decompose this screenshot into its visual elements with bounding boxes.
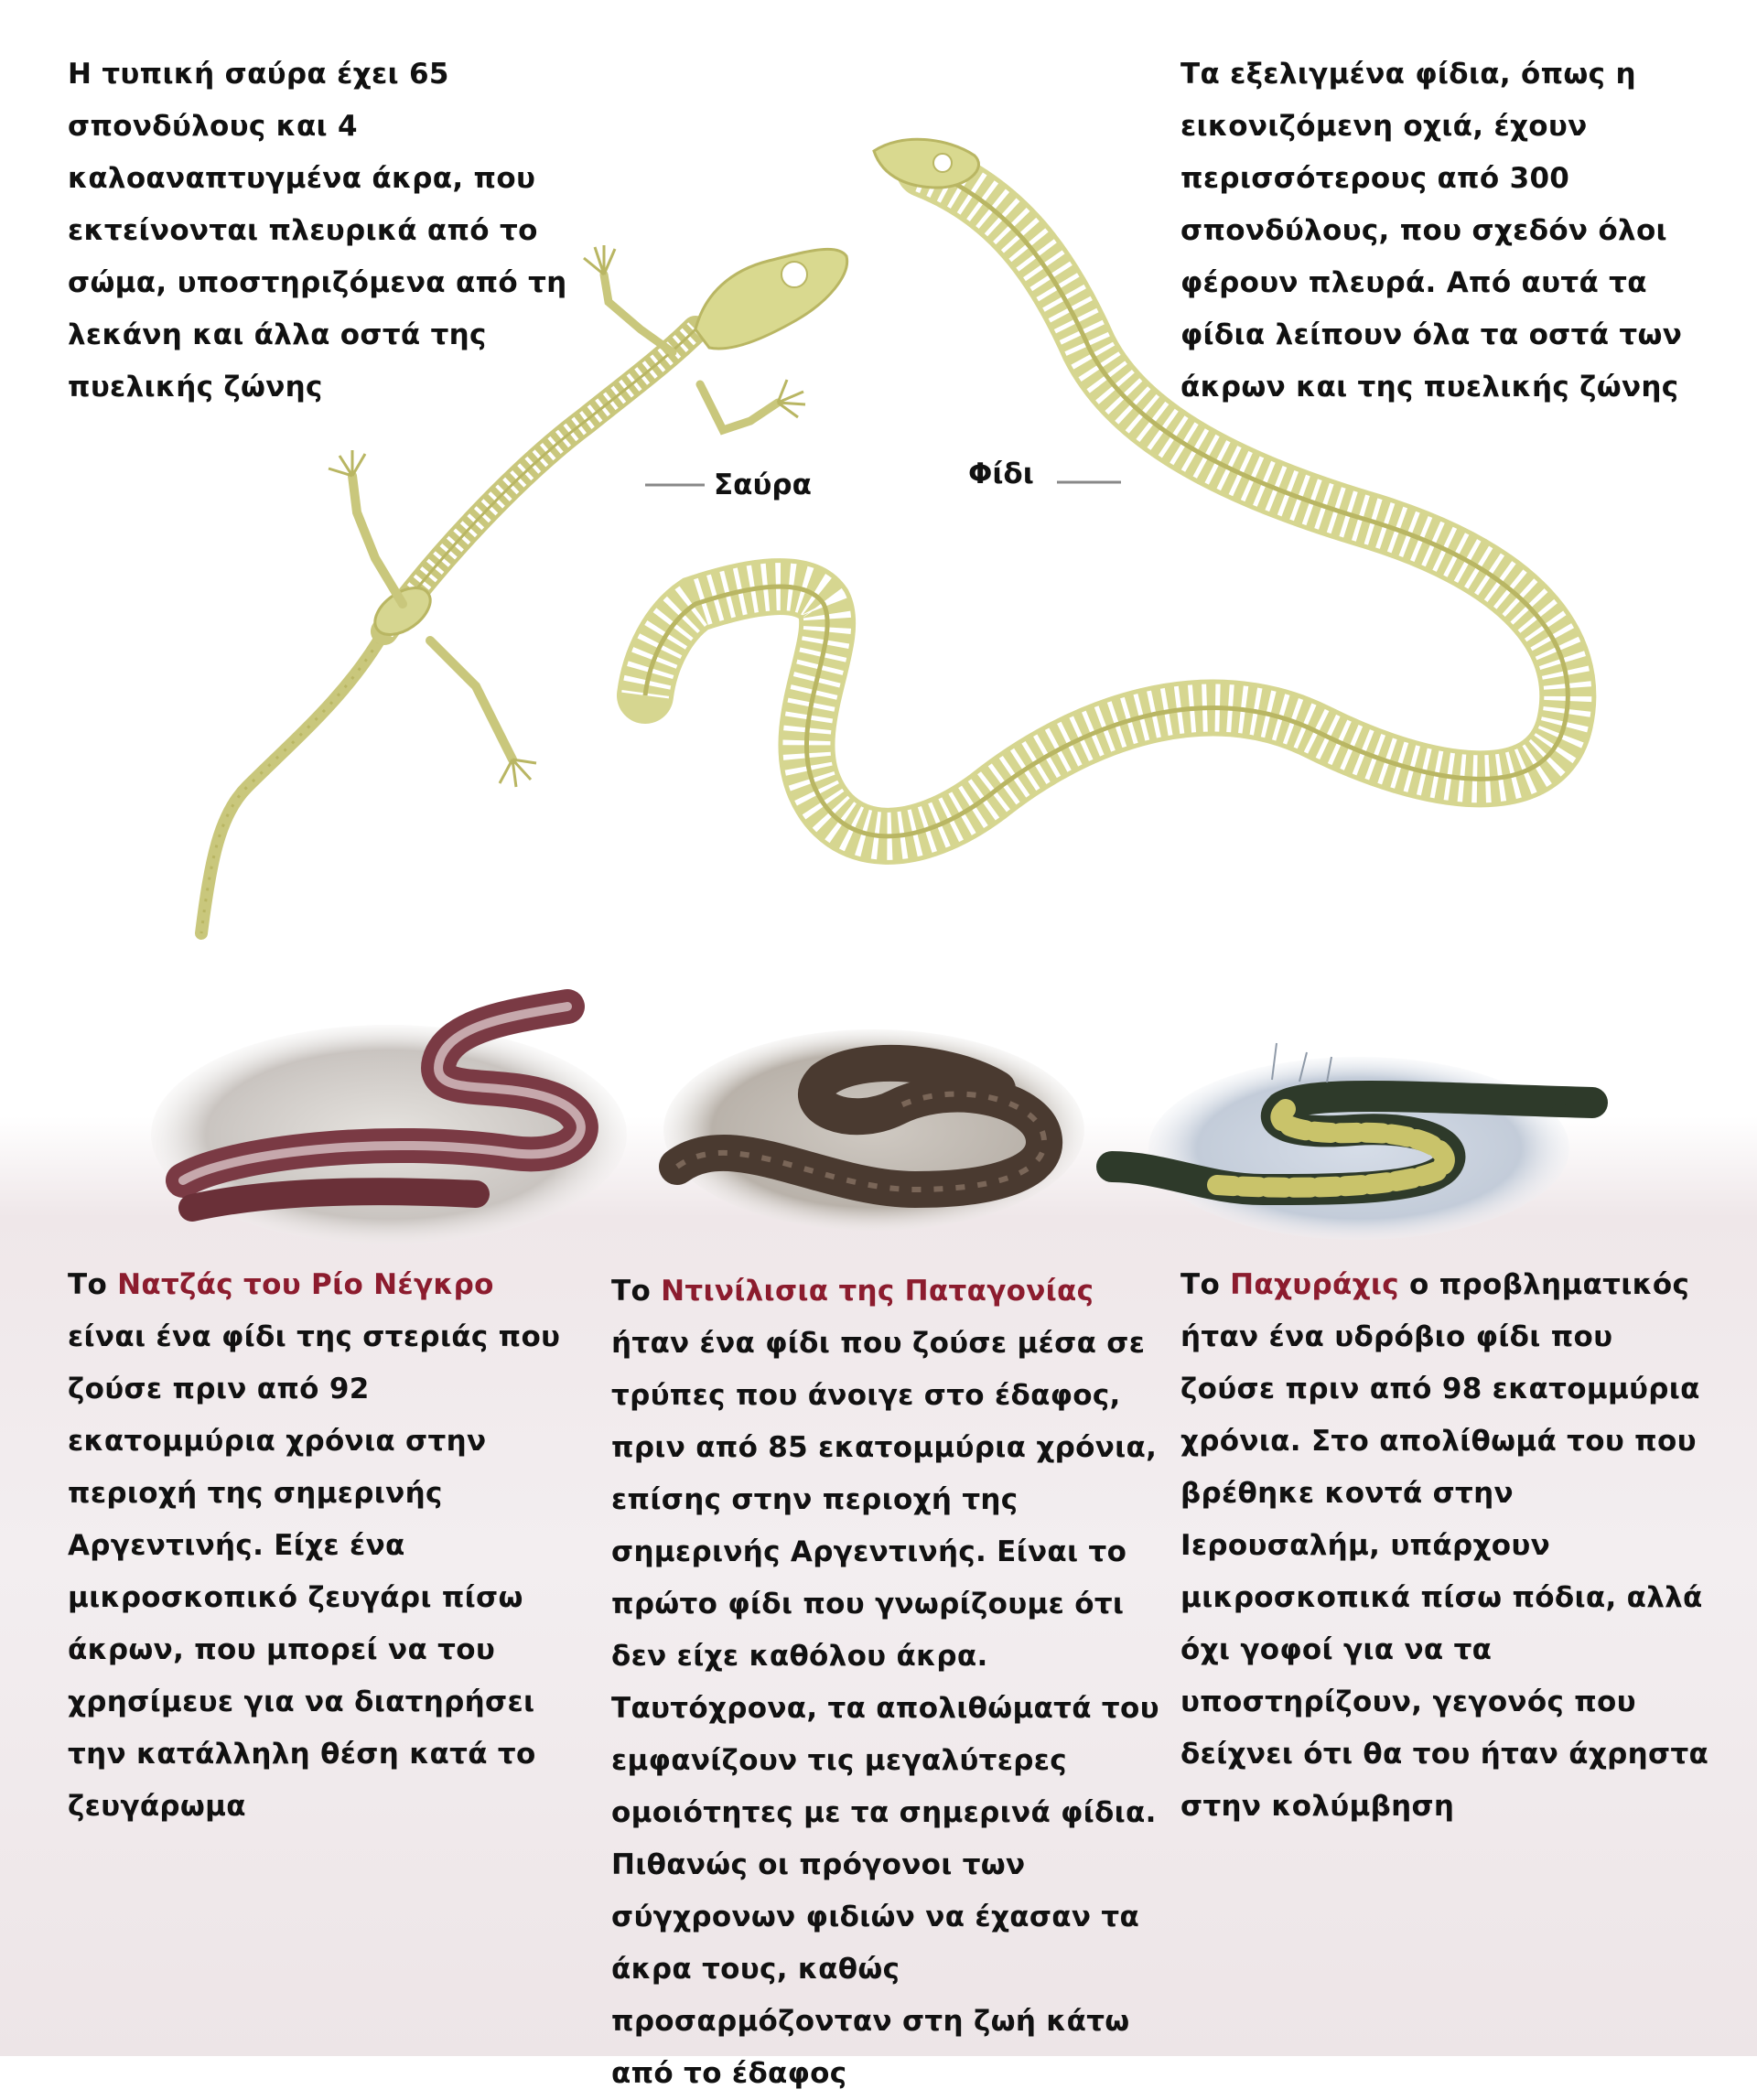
dinilysia-caption bbox=[611, 1265, 1160, 2100]
snake-caption: Τα εξελιγμένα φίδια, όπως η εικονιζόμενη οχιά, έχουν περισσότερους από 300 σπονδύλους, που σχεδόν όλοι φέρουν πλευρά. Από αυτά τα φίδια λείπουν όλα τα οστά των άκρων και της πυελικής ζώνης bbox=[1180, 58, 1683, 404]
lizard-label: Σαύρα bbox=[714, 468, 812, 501]
lizard-caption: Η τυπική σαύρα έχει 65 σπονδύλους και 4 καλοαναπτυγμένα άκρα, που εκτείνονται πλευρικά από το σώμα, υποστηριζόμενα από τη λεκάνη και άλλα οστά της πυελικής ζώνης bbox=[68, 58, 567, 404]
dinilysia-species-name: Ντινίλισια της Παταγονίας bbox=[661, 1275, 1094, 1308]
pachyrhachis-prefix: Το bbox=[1180, 1268, 1231, 1301]
najash-description: είναι ένα φίδι της στεριάς που ζούσε πριν από 92 εκατομμύρια χρόνια στην περιοχή της σημερινής Αργεντινής. Είχε ένα μικροσκοπικό ζευγάρι πίσω άκρων, που μπορεί να του χρησίμευε για να διατηρήσει την κατάλληλη θέση κατά το ζευγάρωμα bbox=[68, 1320, 561, 1823]
lizard-tail bbox=[201, 631, 384, 933]
snake-label: Φίδι bbox=[968, 458, 1034, 490]
lizard-skull bbox=[695, 249, 847, 349]
pachyrhachis-caption bbox=[1180, 1259, 1711, 1833]
snake-skull bbox=[874, 139, 978, 188]
najash-species-name: Νατζάς του Ρίο Νέγκρο bbox=[117, 1268, 494, 1301]
pachyrhachis-species-name: Παχυράχις bbox=[1230, 1268, 1399, 1301]
najash-caption bbox=[68, 1259, 580, 1833]
dinilysia-description: ήταν ένα φίδι που ζούσε μέσα σε τρύπες που άνοιγε στο έδαφος, πριν από 85 εκατομμύρια χρόνια, επίσης στην περιοχή της σημερινής Αργεντινής. Είναι το πρώτο φίδι που γνωρίζουμε ότι δεν είχε καθόλου άκρα. Ταυτόχρονα, τα απολιθώματά του εμφανίζουν τις μεγαλύτερες ομοιότητες με τα σημερινά φίδια. Πιθανώς οι πρόγονοι των σύγχρονων φιδιών να έχασαν τα άκρα τους, καθώς προσαρμόζονταν στη ζωή κάτω από το έδαφος bbox=[611, 1327, 1159, 2090]
pachyrhachis-illustration bbox=[1112, 1043, 1597, 1240]
dinilysia-illustration bbox=[663, 1029, 1084, 1231]
dinilysia-prefix: Το bbox=[611, 1275, 662, 1308]
najash-illustration bbox=[151, 1007, 627, 1244]
pachyrhachis-description: ο προβληματικός ήταν ένα υδρόβιο φίδι που ζούσε πριν από 98 εκατομμύρια χρόνια. Στο απολίθωμά του που βρέθηκε κοντά στην Ιερουσαλήμ, υπάρχουν μικροσκοπικά πίσω πόδια, αλλά όχι γοφοί για να τα υποστηρίζουν, γεγονός που δείχνει ότι θα του ήταν άχρηστα στην κολύμβηση bbox=[1180, 1268, 1709, 1823]
najash-prefix: Το bbox=[68, 1268, 118, 1301]
